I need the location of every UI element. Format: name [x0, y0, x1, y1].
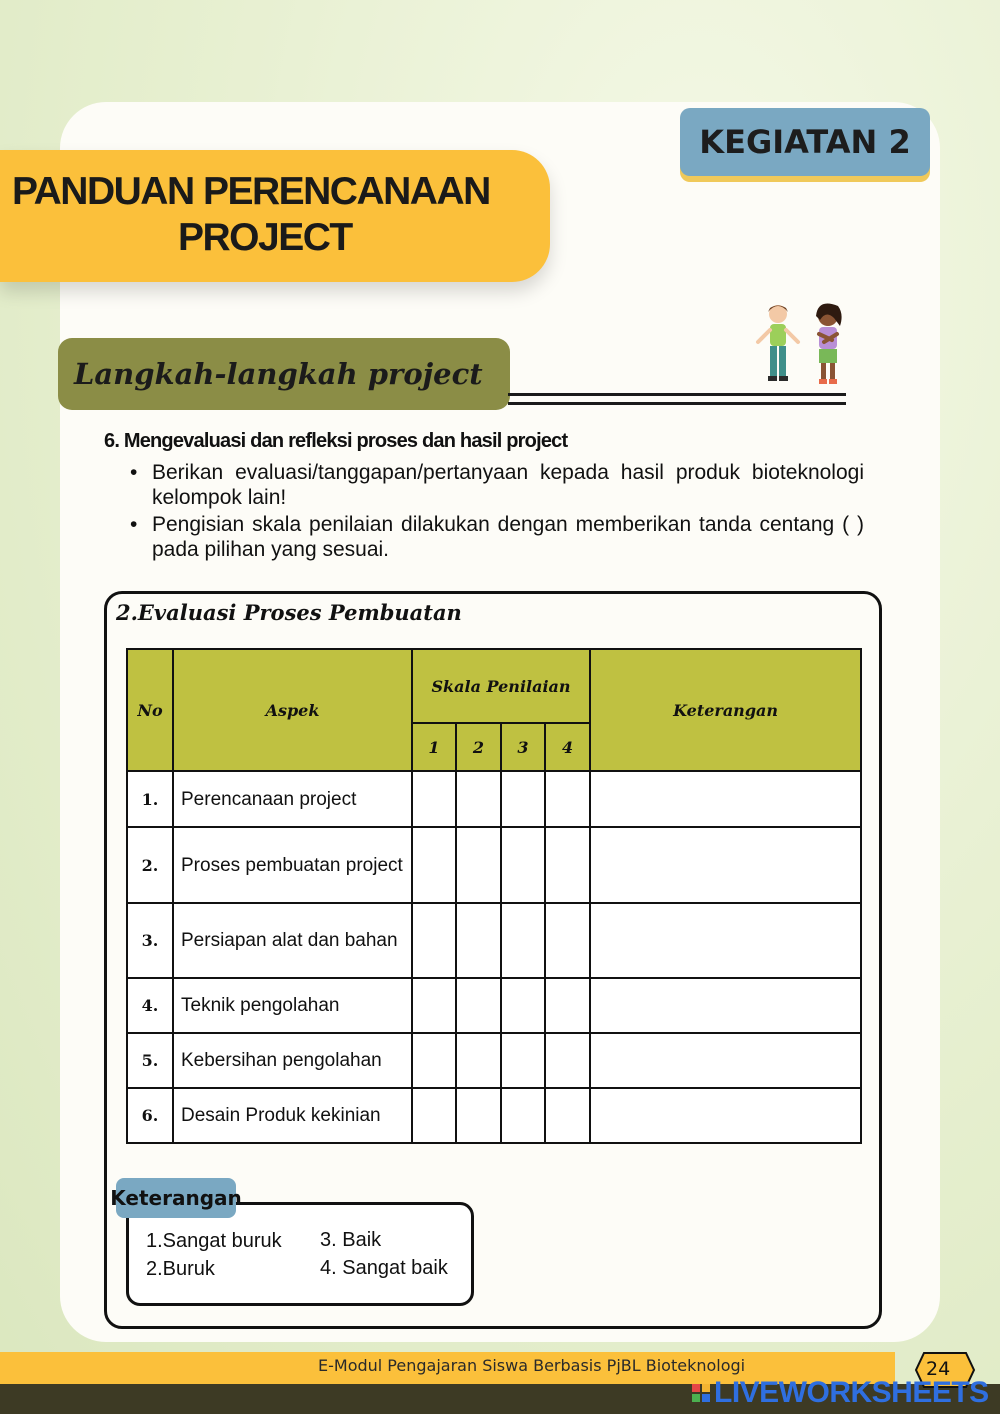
legend-label: Keterangan: [116, 1178, 236, 1218]
row-aspek: Desain Produk kekinian: [173, 1088, 412, 1143]
score-cell-3[interactable]: [501, 1033, 545, 1088]
score-cell-2[interactable]: [456, 1033, 501, 1088]
table-row: [127, 771, 861, 827]
row-aspek: Perencanaan project: [173, 771, 412, 827]
score-cell-1[interactable]: [412, 903, 456, 978]
header-keterangan: Keterangan: [590, 649, 861, 771]
page-title-line2: PROJECT: [178, 216, 352, 259]
row-number: 2.: [127, 827, 173, 903]
score-cell-2[interactable]: [456, 903, 501, 978]
keterangan-cell[interactable]: [590, 827, 861, 903]
liveworksheets-logo[interactable]: [692, 1376, 989, 1410]
score-cell-1[interactable]: [412, 978, 456, 1033]
table-row: [127, 827, 861, 903]
legend-item: 1.Sangat buruk: [146, 1230, 282, 1252]
keterangan-cell[interactable]: [590, 903, 861, 978]
list-item: • Pengisian skala penilaian dilakukan dengan memberikan tanda centang ( ) pada pilihan yang sesuai.: [128, 512, 864, 562]
score-cell-3[interactable]: [501, 978, 545, 1033]
list-item: • Berikan evaluasi/tanggapan/pertanyaan kepada hasil produk bioteknologi kelompok lain!: [128, 460, 864, 510]
section-heading: 6. Mengevaluasi dan refleksi proses dan hasil project: [104, 430, 568, 452]
score-cell-3[interactable]: [501, 771, 545, 827]
keterangan-cell[interactable]: [590, 771, 861, 827]
score-cell-3[interactable]: [501, 903, 545, 978]
keterangan-cell[interactable]: [590, 1033, 861, 1088]
score-cell-4[interactable]: [545, 827, 590, 903]
row-number: 1.: [127, 771, 173, 827]
logo-grid-icon: [692, 1384, 710, 1402]
row-number: 6.: [127, 1088, 173, 1143]
score-cell-2[interactable]: [456, 827, 501, 903]
score-cell-1[interactable]: [412, 827, 456, 903]
score-cell-3[interactable]: [501, 827, 545, 903]
instruction-list: [128, 460, 864, 564]
score-cell-2[interactable]: [456, 978, 501, 1033]
steps-heading-label: Langkah-langkah project: [74, 357, 483, 391]
score-cell-1[interactable]: [412, 1088, 456, 1143]
kegiatan-badge: KEGIATAN 2: [680, 108, 930, 176]
score-cell-1[interactable]: [412, 1033, 456, 1088]
score-cell-1[interactable]: [412, 771, 456, 827]
legend-item: 4. Sangat baik: [320, 1257, 448, 1279]
score-cell-4[interactable]: [545, 771, 590, 827]
legend-item: 3. Baik: [320, 1229, 382, 1251]
page-title-line1: PANDUAN PERENCANAAN: [12, 170, 490, 213]
row-number: 3.: [127, 903, 173, 978]
header-aspek: Aspek: [173, 649, 412, 771]
score-cell-2[interactable]: [456, 1088, 501, 1143]
page-number: 24: [926, 1358, 951, 1380]
row-aspek: Kebersihan pengolahan: [173, 1033, 412, 1088]
row-aspek: Proses pembuatan project: [173, 827, 412, 903]
header-skala: Skala Penilaian: [412, 649, 590, 723]
score-cell-3[interactable]: [501, 1088, 545, 1143]
kids-illustration: [748, 300, 858, 392]
header-scale-1: 1: [412, 723, 456, 771]
heading-rule-top: [508, 393, 846, 396]
header-scale-2: 2: [456, 723, 501, 771]
legend-item: 2.Buruk: [146, 1258, 215, 1280]
header-scale-4: 4: [545, 723, 590, 771]
row-aspek: Persiapan alat dan bahan: [173, 903, 412, 978]
table-row: [127, 903, 861, 978]
header-scale-3: 3: [501, 723, 545, 771]
score-cell-4[interactable]: [545, 1088, 590, 1143]
row-number: 4.: [127, 978, 173, 1033]
steps-heading: [58, 338, 510, 410]
score-cell-4[interactable]: [545, 978, 590, 1033]
row-number: 5.: [127, 1033, 173, 1088]
score-cell-4[interactable]: [545, 903, 590, 978]
header-no: No: [127, 649, 173, 771]
score-cell-2[interactable]: [456, 771, 501, 827]
row-aspek: Teknik pengolahan: [173, 978, 412, 1033]
heading-rule-bottom: [508, 402, 846, 405]
keterangan-cell[interactable]: [590, 978, 861, 1033]
evaluation-title: 2.Evaluasi Proses Pembuatan: [116, 600, 462, 625]
evaluation-table: [126, 648, 862, 1144]
keterangan-cell[interactable]: [590, 1088, 861, 1143]
table-row: [127, 978, 861, 1033]
score-cell-4[interactable]: [545, 1033, 590, 1088]
table-row: [127, 1088, 861, 1143]
table-row: [127, 1033, 861, 1088]
footer-text: E-Modul Pengajaran Siswa Berbasis PjBL Bioteknologi: [318, 1356, 746, 1375]
watermark-text: LIVEWORKSHEETS: [714, 1376, 989, 1409]
